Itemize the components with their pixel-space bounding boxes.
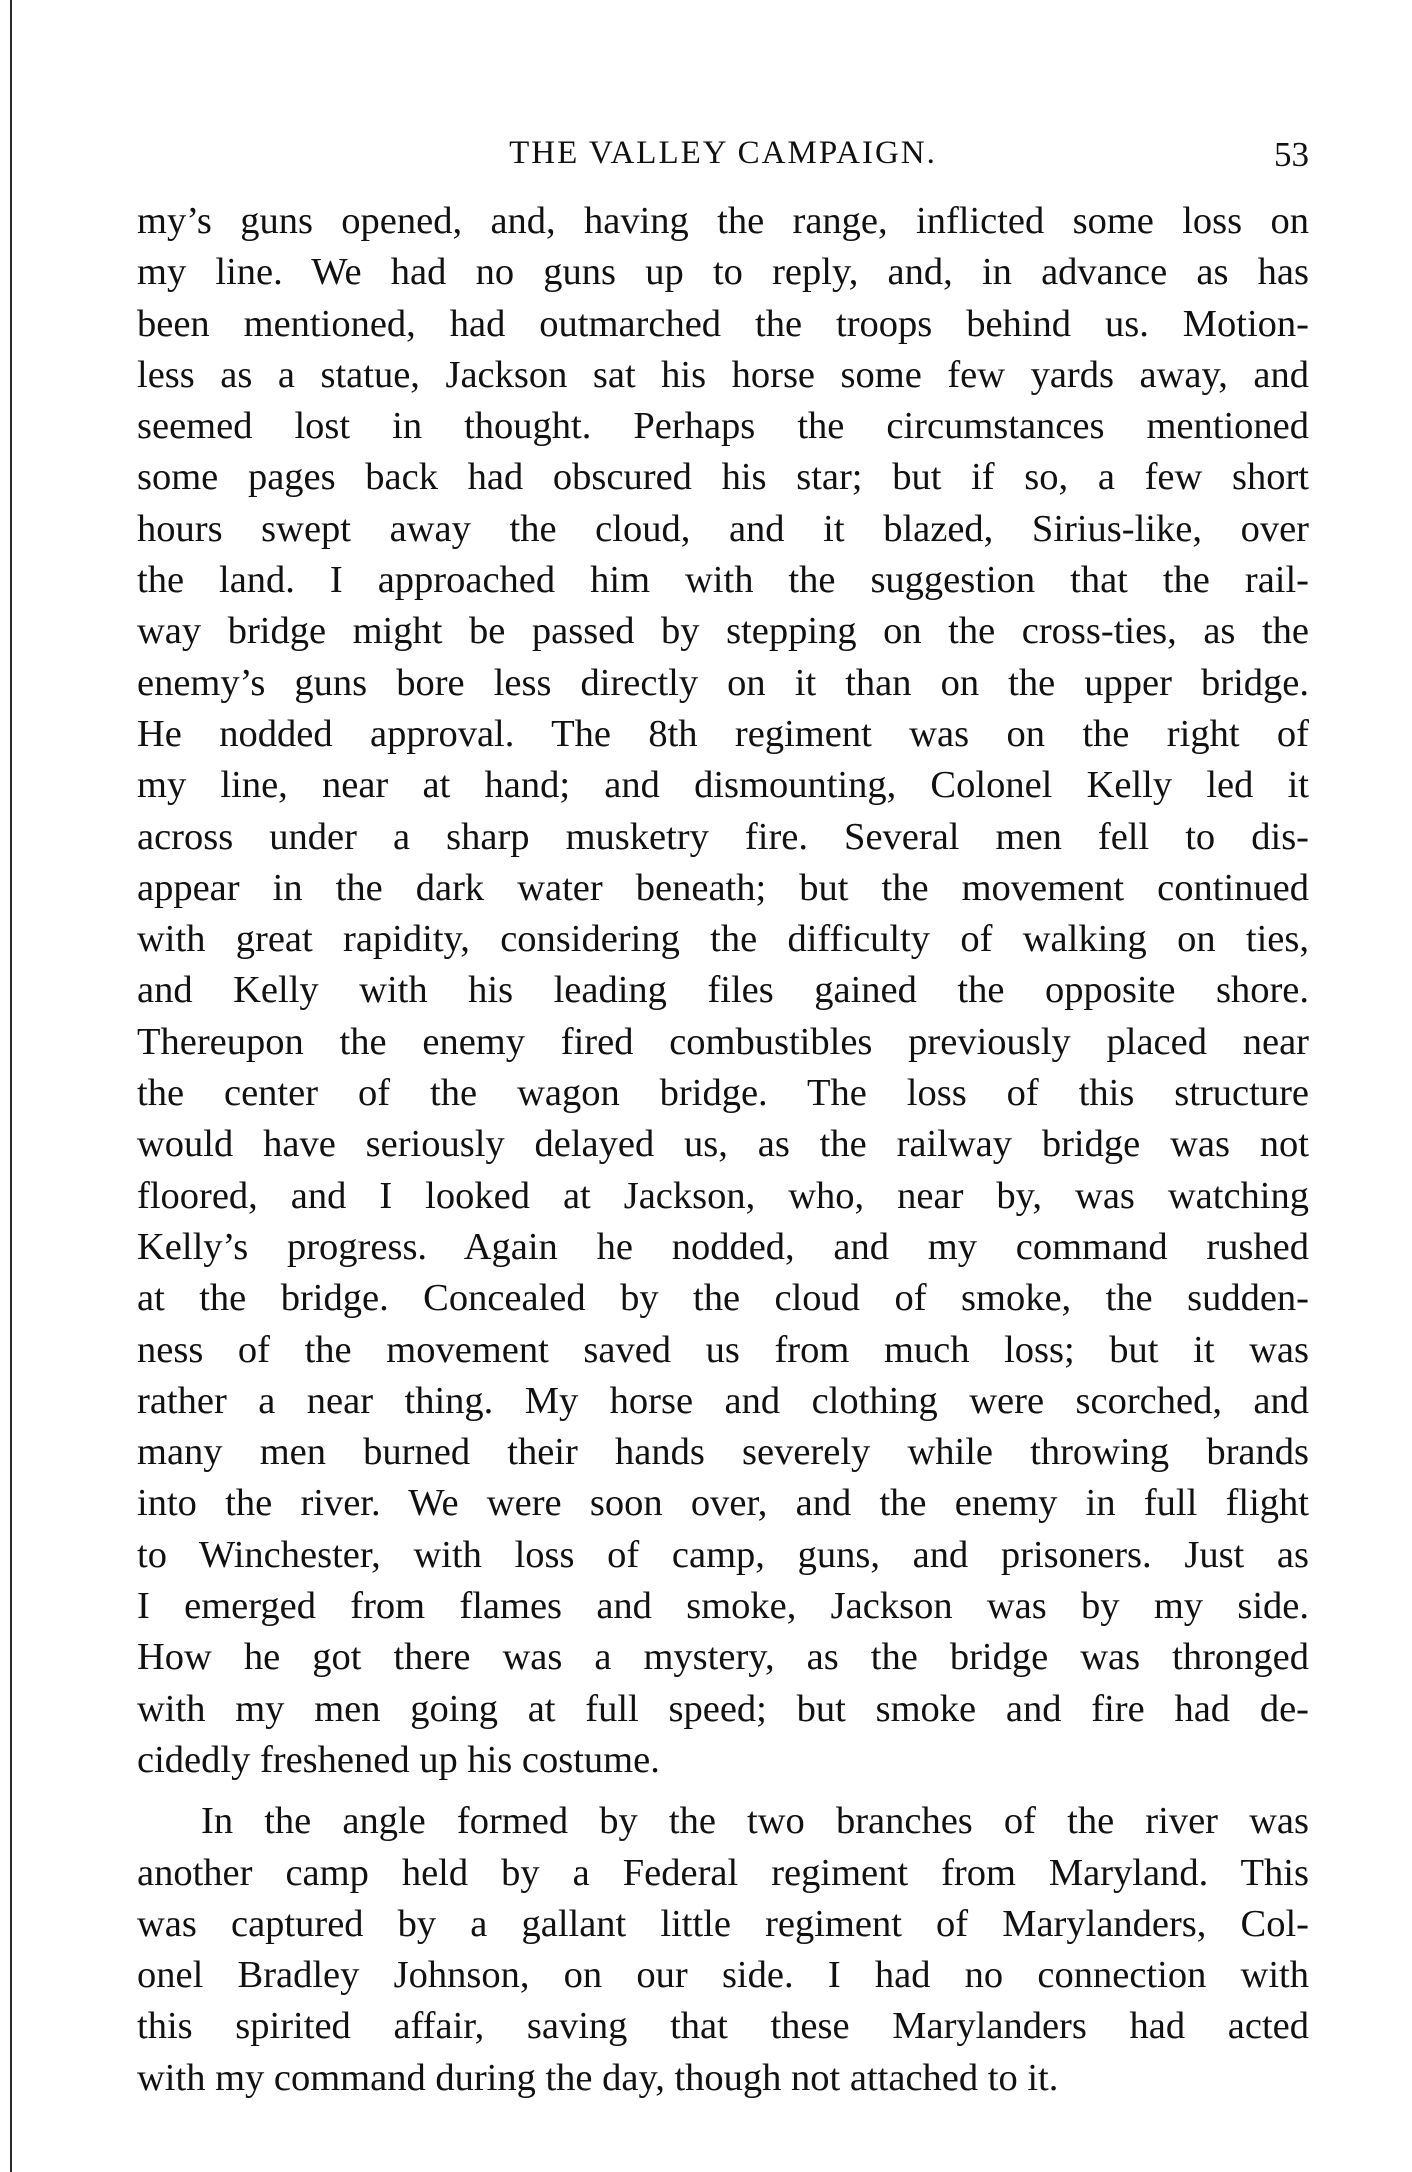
text-line: the land. I approached him with the suggestion that the rail- [137, 559, 1309, 602]
text-line: to Winchester, with loss of camp, guns, and prisoners. Just as [137, 1533, 1309, 1576]
text-line: less as a statue, Jackson sat his horse some few yards away, and [137, 353, 1309, 396]
page-binding-edge [10, 0, 12, 2172]
text-line: I emerged from flames and smoke, Jackson was by my side. [137, 1585, 1309, 1628]
text-line: was captured by a gallant little regiment of Marylanders, Col- [137, 1902, 1309, 1945]
paragraph-gap [137, 1786, 1309, 1796]
text-line: with my men going at full speed; but smoke and fire had de- [137, 1687, 1309, 1730]
text-line: with great rapidity, considering the difficulty of walking on ties, [137, 918, 1309, 961]
running-head: THE VALLEY CAMPAIGN. [509, 135, 937, 171]
text-line: ness of the movement saved us from much loss; but it was [137, 1328, 1309, 1371]
paragraph-2 [137, 1796, 1309, 2104]
text-line: this spirited affair, saving that these Marylanders had acted [137, 2005, 1309, 2048]
text-line: Thereupon the enemy fired combustibles previously placed near [137, 1020, 1309, 1063]
page-header [137, 128, 1309, 178]
text-line: rather a near thing. My horse and clothing were scorched, and [137, 1379, 1309, 1422]
paragraph-1 [137, 196, 1309, 1786]
text-line: another camp held by a Federal regiment from Maryland. This [137, 1851, 1309, 1894]
body-text [137, 196, 1309, 2104]
text-line: hours swept away the cloud, and it blazed, Sirius-like, over [137, 507, 1309, 550]
text-line: my’s guns opened, and, having the range, inflicted some loss on [137, 200, 1309, 242]
text-line: He nodded approval. The 8th regiment was on the right of [137, 712, 1309, 755]
text-line: onel Bradley Johnson, on our side. I had no connection with [137, 1954, 1309, 1997]
text-line: In the angle formed by the two branches of the river was [201, 1800, 1309, 1843]
text-line: cidedly freshened up his costume. [137, 1738, 660, 1781]
text-line: some pages back had obscured his star; but if so, a few short [137, 456, 1309, 499]
text-line: enemy’s guns bore less directly on it than on the upper bridge. [137, 661, 1309, 704]
text-line: and Kelly with his leading files gained the opposite shore. [137, 969, 1309, 1012]
page-number: 53 [1274, 135, 1309, 174]
text-line: across under a sharp musketry fire. Several men fell to dis- [137, 815, 1309, 858]
text-line: would have seriously delayed us, as the railway bridge was not [137, 1123, 1309, 1166]
text-line: my line, near at hand; and dismounting, Colonel Kelly led it [137, 764, 1309, 807]
text-line: my line. We had no guns up to reply, and, in advance as has [137, 251, 1309, 294]
text-line: appear in the dark water beneath; but the movement continued [137, 866, 1309, 909]
text-line: How he got there was a mystery, as the bridge was thronged [137, 1636, 1309, 1679]
text-line: floored, and I looked at Jackson, who, near by, was watching [137, 1174, 1309, 1217]
text-line: been mentioned, had outmarched the troops behind us. Motion- [137, 302, 1309, 345]
text-line: into the river. We were soon over, and the enemy in full flight [137, 1482, 1309, 1525]
text-line: Kelly’s progress. Again he nodded, and my command rushed [137, 1225, 1309, 1268]
text-line: with my command during the day, though not attached to it. [137, 2056, 1059, 2099]
text-line: seemed lost in thought. Perhaps the circumstances mentioned [137, 405, 1309, 448]
text-line: at the bridge. Concealed by the cloud of smoke, the sudden- [137, 1277, 1309, 1320]
text-line: many men burned their hands severely while throwing brands [137, 1431, 1309, 1474]
text-line: way bridge might be passed by stepping on the cross-ties, as the [137, 610, 1309, 653]
text-line: the center of the wagon bridge. The loss of this structure [137, 1072, 1309, 1115]
